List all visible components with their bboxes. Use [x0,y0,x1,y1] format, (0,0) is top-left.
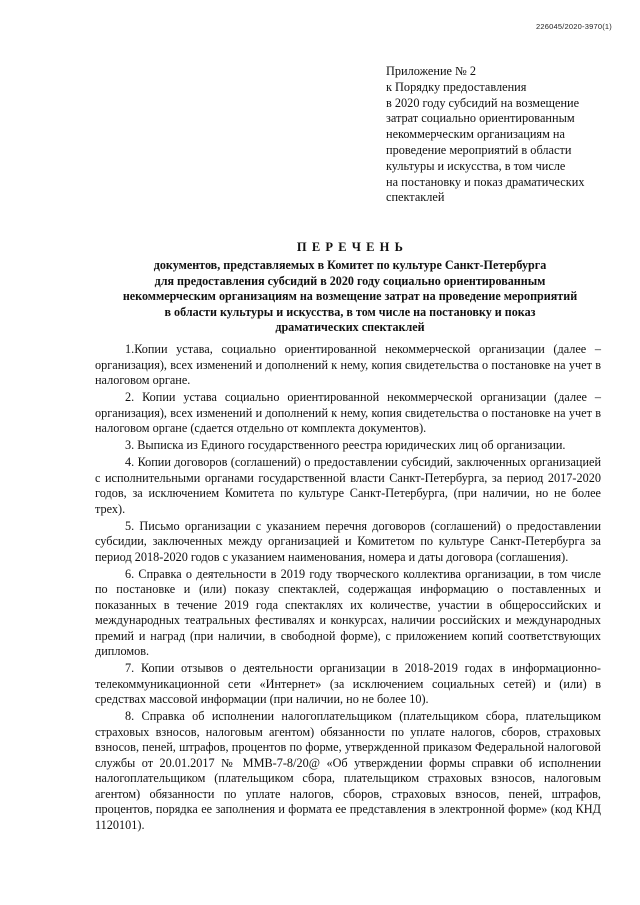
list-item-3: 3. Выписка из Единого государственного реестра юридических лиц об организации. [125,438,566,452]
appendix-line: культуры и искусства, в том числе [386,158,566,173]
document-list [95,342,601,835]
appendix-note [386,64,622,206]
appendix-line: проведение мероприятий в области [386,142,572,157]
list-item-1: 1.Копии устава, социально ориентированной некоммерческой организации (далее – организация), всех изменений и дополнений к нему, копия свидетельства о постановке на учет в налоговом органе. [95,342,601,387]
document-title-block [90,240,610,335]
appendix-line: затрат социально ориентированным [386,111,575,126]
subtitle-line: драматических спектаклей [275,320,425,335]
document-subtitle [90,258,610,335]
subtitle-line: в области культуры и искусства, в том числе на постановку и показ [164,304,536,319]
subtitle-line: документов, представляемых в Комитет по культуре Санкт-Петербурга [153,258,547,273]
list-item-8: 8. Справка об исполнении налогоплательщиком (плательщиком сбора, плательщиком страховых взносов, налоговым агентом) обязанности по уплате налогов, сборов, страховых взносов, пеней, штрафов, процентов по форме, утвержденной приказом Федеральной налоговой службы от 20.01.2017 № ММВ-7-8/20@ «Об утверждении формы справки об исполнении налогоплательщиком (плательщиком сбора, плательщиком страховых взносов, налоговым агентом) обязанности по уплате налогов, сборов, страховых взносов, пеней, штрафов, процентов, порядка ее заполнения и формата ее представления в электронной форме» (код КНД 1120101). [95,709,601,832]
appendix-line: на постановку и показ драматических [386,174,585,189]
list-item-6: 6. Справка о деятельности в 2019 году творческого коллектива организации, в том числе по постановке и (или) показу спектаклей, содержащая информацию о поставленных и показанных в течение 2019 года спектаклях их количестве, участии в общероссийских и международных театральных фестивалях и конкурсах, наличии российских и международных премий и наград (при наличии, в свободной форме), с приложением копий соответствующих дипломов. [95,566,601,658]
list-item-4: 4. Копии договоров (соглашений) о предоставлении субсидий, заключенных организацией с исполнительными органами государственной власти Санкт-Петербурга, за период 2017-2020 годов, за исключением Комитета по культуре Санкт-Петербурга, (при наличии, но не более трех). [95,455,601,516]
list-item-2: 2. Копии устава социально ориентированной некоммерческой организации (далее – организация), всех изменений и дополнений к нему, копия свидетельства о постановке на учет в налоговом органе (сдается отдельно от комплекта документов). [95,390,601,435]
appendix-line: некоммерческим организациям на [386,127,565,142]
document-title: ПЕРЕЧЕНЬ [296,240,409,254]
appendix-line: спектаклей [386,190,445,205]
appendix-line: к Порядку предоставления [386,79,527,94]
appendix-line: Приложение № 2 [386,64,477,78]
subtitle-line: для предоставления субсидий в 2020 году социально ориентированным [154,273,546,288]
appendix-line: в 2020 году субсидий на возмещение [386,95,580,110]
subtitle-line: некоммерческим организациям на возмещение затрат на проведение мероприятий [122,289,578,304]
document-id: 226045/2020-3970(1) [536,22,612,31]
list-item-7: 7. Копии отзывов о деятельности организации в 2018-2019 годах в информационно-телекоммуникационной сети «Интернет» (за исключением социальных сетей) и (или) в средствах массовой информации (при наличии, но не более 10). [95,661,601,706]
list-item-5: 5. Письмо организации с указанием перечня договоров (соглашений) о предоставлении субсидии, заключенных между организацией и Комитетом по культуре Санкт-Петербурга за период 2018-2020 годов с указанием наименования, номера и даты договора (соглашения). [95,518,601,564]
